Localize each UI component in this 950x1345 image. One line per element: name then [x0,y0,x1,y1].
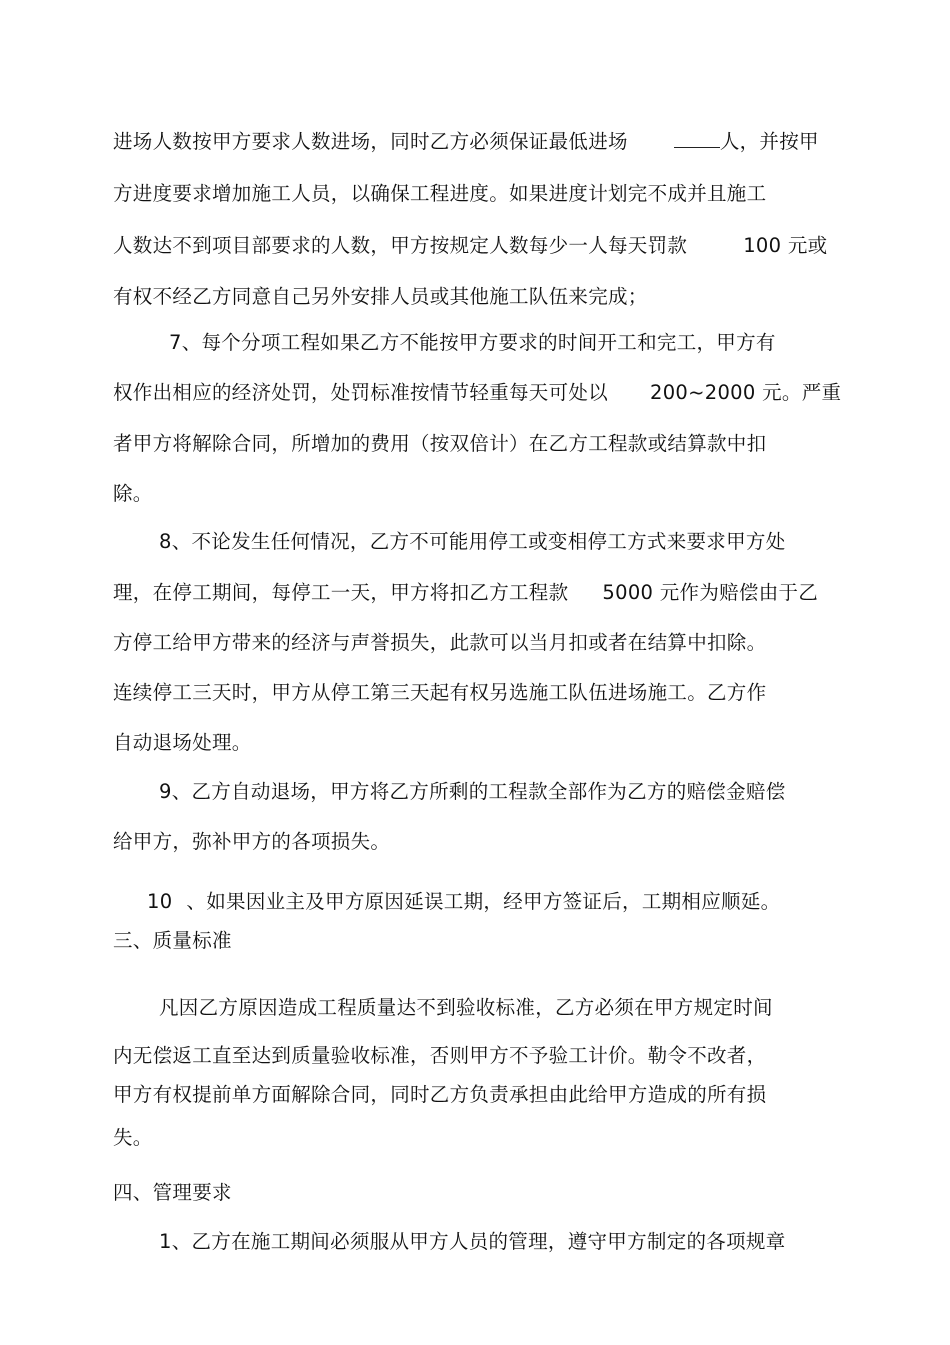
item-8-line-3: 方停工给甲方带来的经济与声誉损失，此款可以当月扣或者在结算中扣除。 [113,631,767,654]
item-9-line-2: 给甲方，弥补甲方的各项损失。 [113,830,391,853]
item-7-line-2-text-b: 200~2000 元。严重 [650,381,842,404]
staffing-line-3-text-a: 人数达不到项目部要求的人数，甲方按规定人数每少一人每天罚款 [113,234,688,257]
item-7-line-2 [113,380,841,406]
section-4-heading: 四、管理要求 [113,1181,232,1204]
staffing-line-2: 方进度要求增加施工人员，以确保工程进度。如果进度计划完不成并且施工 [113,182,767,205]
item-9-line-1: 9、乙方自动退场，甲方将乙方所剩的工程款全部作为乙方的赔偿金赔偿 [159,780,786,803]
staffing-line-3-text-b: 100 元或 [743,234,828,257]
item-8-line-2-text-a: 理，在停工期间，每停工一天，甲方将扣乙方工程款 [113,581,569,604]
item-8-line-5: 自动退场处理。 [113,731,252,754]
section-3-line-1: 凡因乙方原因造成工程质量达不到验收标准，乙方必须在甲方规定时间 [159,996,773,1019]
item-10-line-1 [147,889,780,915]
item-7-line-2-text-a: 权作出相应的经济处罚，处罚标准按情节轻重每天可处以 [113,381,609,404]
staffing-line-1-text-a: 进场人数按甲方要求人数进场，同时乙方必须保证最低进场 [113,130,628,153]
section-3-line-4: 失。 [113,1126,153,1149]
item-7-line-3: 者甲方将解除合同，所增加的费用（按双倍计）在乙方工程款或结算款中扣 [113,432,767,455]
item-8-line-2-text-b: 5000 元作为赔偿由于乙 [602,581,819,604]
item-8-line-1: 8、不论发生任何情况，乙方不可能用停工或变相停工方式来要求甲方处 [159,530,786,553]
staffing-line-1 [113,129,819,155]
item-10-number: 10 [147,890,173,913]
section-3-line-2: 内无偿返工直至达到质量验收标准，否则甲方不予验工计价。勒令不改者， [113,1044,767,1067]
section-3-heading: 三、质量标准 [113,929,232,952]
staffing-line-3 [113,233,827,259]
headcount-blank [674,129,720,148]
section-3-line-3: 甲方有权提前单方面解除合同，同时乙方负责承担由此给甲方造成的所有损 [113,1083,767,1106]
staffing-line-1-text-b: 人，并按甲 [719,130,819,153]
item-8-line-2 [113,580,818,606]
section-4-item-1: 1、乙方在施工期间必须服从甲方人员的管理，遵守甲方制定的各项规章 [159,1230,786,1253]
item-8-line-4: 连续停工三天时，甲方从停工第三天起有权另选施工队伍进场施工。乙方作 [113,681,767,704]
staffing-line-4: 有权不经乙方同意自己另外安排人员或其他施工队伍来完成； [113,285,648,308]
item-7-line-4: 除。 [113,482,153,505]
item-7-line-1: 7、每个分项工程如果乙方不能按甲方要求的时间开工和完工，甲方有 [169,331,776,354]
item-10-text: 、如果因业主及甲方原因延误工期，经甲方签证后，工期相应顺延。 [186,890,781,913]
